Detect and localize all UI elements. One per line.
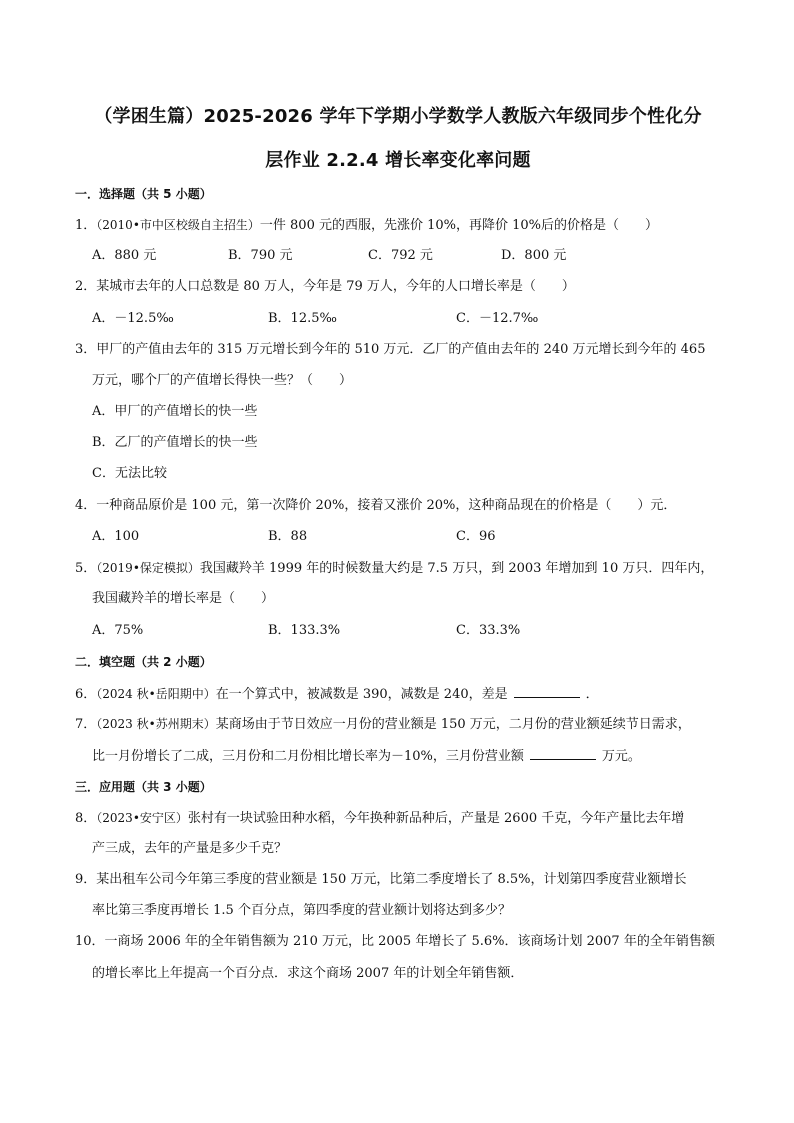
question-6: [75, 685, 599, 703]
question-5-continued: [92, 591, 274, 607]
question-text-end: ）: [339, 373, 353, 388]
option-b: B．790 元: [228, 248, 293, 263]
option-a: A．100: [92, 529, 140, 544]
question-10: [75, 934, 715, 950]
answer-blank[interactable]: [530, 747, 596, 760]
question-text-end: ）: [561, 279, 575, 294]
document-title-line-2: 层作业 2.2.4 增长率变化率问题: [265, 150, 531, 171]
option-a: A．880 元: [92, 248, 157, 263]
section-heading-fill-in: 二．填空题（共 2 小题）: [75, 655, 212, 669]
question-text-end: ）: [261, 591, 275, 606]
option-b: B．88: [268, 529, 308, 544]
option-a: A．－12.5‰: [92, 311, 174, 326]
option-d: D．800 元: [501, 248, 567, 263]
question-number: 1．: [75, 218, 97, 233]
question-source: （2023 秋•苏州期末）: [96, 717, 216, 731]
option-b: B．12.5‰: [268, 311, 337, 326]
option-c: C．－12.7‰: [456, 311, 539, 326]
question-text: 某城市去年的人口总数是 80 万人，今年是 79 万人，今年的人口增长率是（: [96, 279, 536, 294]
question-text: 我国藏羚羊的增长率是（: [92, 591, 236, 606]
question-text: 甲厂的产值由去年的 315 万元增长到今年的 510 万元．乙厂的产值由去年的 240 万元增长到今年的 465: [96, 342, 706, 357]
question-text: 某出租车公司今年第三季度的营业额是 150 万元，比第二季度增长了 8.5%，计划第四季度营业额增长: [96, 872, 687, 887]
option-c: C．792 元: [368, 248, 433, 263]
question-source: （2010•市中区校级自主招生）: [96, 218, 260, 232]
question-text: 一件 800 元的西服，先涨价 10%，再降价 10%后的价格是（: [259, 218, 620, 233]
question-number: 3．: [75, 342, 97, 357]
question-number: 6．: [75, 687, 97, 702]
question-3: [75, 342, 705, 358]
question-text-end: ．: [585, 687, 599, 702]
question-text: 万元，哪个厂的产值增长得快一些？（: [92, 373, 314, 388]
question-text-end: 万元。: [601, 749, 641, 764]
question-number: 9．: [75, 872, 97, 887]
option-b: B．133.3%: [268, 623, 341, 638]
document-title-line-1: （学困生篇）2025-2026 学年下学期小学数学人教版六年级同步个性化分: [94, 106, 702, 127]
question-1: [75, 217, 658, 234]
question-text: 某商场由于节日效应一月份的营业额是 150 万元，二月份的营业额延续节日需求，: [215, 717, 691, 732]
question-number: 2．: [75, 279, 97, 294]
question-source: （2024 秋•岳阳期中）: [96, 687, 216, 701]
question-7: [75, 716, 691, 733]
question-8-continued: 产三成，去年的产量是多少千克？: [92, 841, 288, 856]
question-text: 比一月份增长了二成，三月份和二月份相比增长率为－10%，三月份营业额: [92, 749, 524, 764]
question-text: 我国藏羚羊 1999 年的时候数量大约是 7.5 万只，到 2003 年增加到 10 万只．四年内，: [199, 561, 714, 576]
question-text: 一种商品原价是 100 元，第一次降价 20%，接着又涨价 20%，这种商品现在的价格是（: [96, 498, 612, 513]
option-c: C．33.3%: [456, 623, 521, 638]
question-4: [75, 498, 676, 514]
question-number: 5．: [75, 561, 97, 576]
section-heading-application: 三．应用题（共 3 小题）: [75, 780, 212, 794]
section-heading-choice: 一．选择题（共 5 小题）: [75, 187, 212, 201]
question-text: 张村有一块试验田种水稻，今年换种新品种后，产量是 2600 千克，今年产量比去年增: [187, 811, 685, 826]
option-c: C．无法比较: [92, 466, 167, 481]
option-b: B．乙厂的产值增长的快一些: [92, 435, 258, 450]
question-2: [75, 279, 575, 295]
question-number: 4．: [75, 498, 97, 513]
question-source: （2019•保定模拟）: [96, 561, 200, 575]
question-number: 8．: [75, 811, 97, 826]
question-5: [75, 560, 713, 577]
option-a: A．甲厂的产值增长的快一些: [92, 404, 258, 419]
question-9: [75, 872, 687, 888]
question-10-continued: 的增长率比上年提高一个百分点．求这个商场 2007 年的计划全年销售额．: [92, 966, 524, 981]
question-7-continued: [92, 747, 641, 765]
question-9-continued: 率比第三季度再增长 1.5 个百分点，第四季度的营业额计划将达到多少？: [92, 903, 511, 918]
question-text: 一商场 2006 年的全年销售额为 210 万元，比 2005 年增长了 5.6%．该商场计划 2007 年的全年销售额: [104, 934, 715, 949]
option-a: A．75%: [92, 623, 144, 638]
question-number: 7．: [75, 717, 97, 732]
option-c: C．96: [456, 529, 496, 544]
answer-blank[interactable]: [514, 685, 580, 698]
question-8: [75, 810, 684, 827]
question-source: （2023•安宁区）: [96, 811, 188, 825]
question-text-end: ）元．: [637, 498, 677, 513]
question-text: 在一个算式中，被减数是 390，减数是 240，差是: [215, 687, 508, 702]
question-number: 10．: [75, 934, 105, 949]
question-3-continued: [92, 373, 352, 389]
question-text-end: ）: [645, 218, 659, 233]
